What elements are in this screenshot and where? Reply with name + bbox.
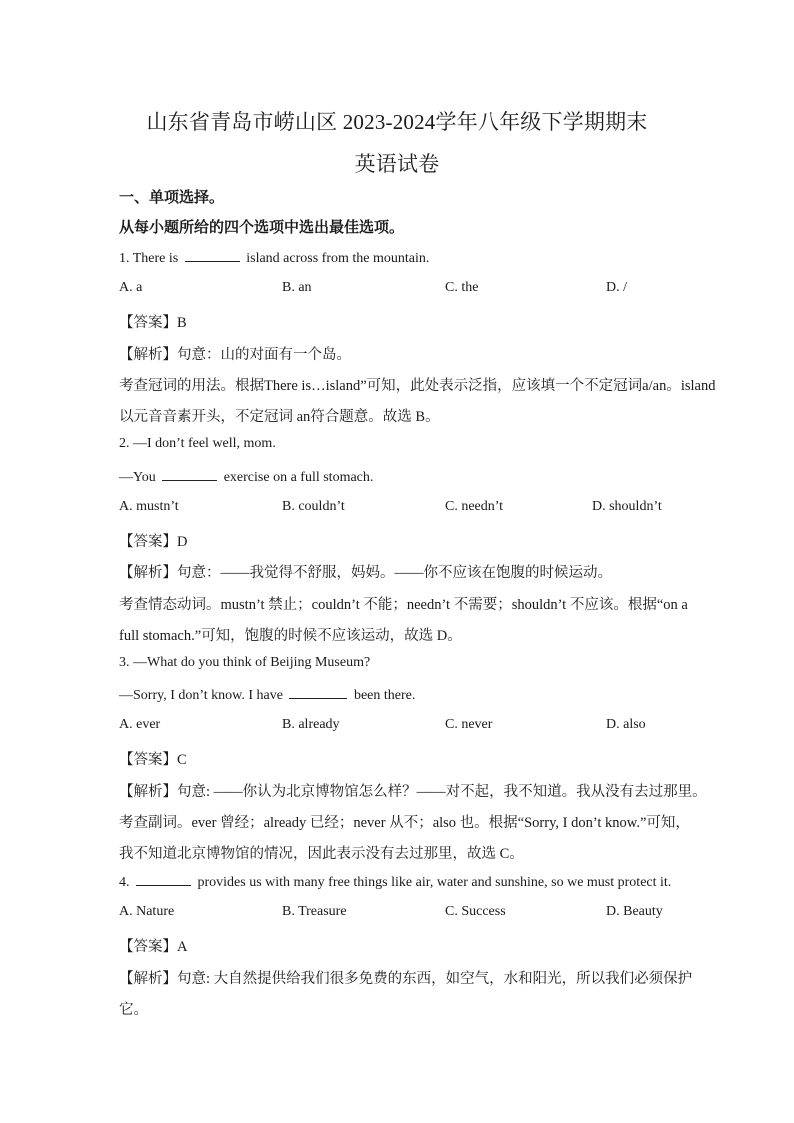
- section-heading: 一、单项选择。: [119, 190, 225, 206]
- question-3-answer: 【答案】C: [119, 752, 187, 768]
- question-4-stem-post: provides us with many free things like air, water and sunshine, so we must protect it.: [194, 875, 672, 890]
- question-2-analysis-1: 【解析】句意：——我觉得不舒服，妈妈。——你不应该在饱腹的时候运动。: [119, 565, 612, 581]
- question-1-option-c: C. the: [445, 280, 479, 295]
- question-3-stem-1: 3. —What do you think of Beijing Museum?: [119, 655, 371, 670]
- question-2-option-a: A. mustn’t: [119, 499, 179, 514]
- question-2-stem-2: [119, 468, 373, 486]
- question-2-stem-1: 2. —I don’t feel well, mom.: [119, 436, 276, 451]
- question-3-analysis-2: 考查副词。ever 曾经；already 已经；never 从不；also 也。根据“Sorry, I don’t know.”可知，: [119, 815, 690, 831]
- question-3-analysis-1: 【解析】句意: ——你认为北京博物馆怎么样？——对不起，我不知道。我从没有去过那里。: [119, 784, 707, 800]
- question-1-answer: 【答案】B: [119, 315, 187, 331]
- question-3-option-b: B. already: [282, 717, 340, 732]
- answer-blank: [136, 873, 191, 886]
- question-1-stem-pre: 1. There is: [119, 251, 182, 266]
- question-2-analysis-3: full stomach.”可知，饱腹的时候不应该运动，故选 D。: [119, 628, 462, 644]
- answer-blank: [162, 468, 217, 481]
- question-4-answer: 【答案】A: [119, 939, 188, 955]
- question-3-option-d: D. also: [606, 717, 646, 732]
- question-1-option-b: B. an: [282, 280, 312, 295]
- question-1-analysis-3: 以元音音素开头，不定冠词 an符合题意。故选 B。: [119, 409, 440, 425]
- question-3-option-a: A. ever: [119, 717, 161, 732]
- section-instruction: 从每小题所给的四个选项中选出最佳选项。: [119, 220, 405, 236]
- question-1-analysis-1: 【解析】句意：山的对面有一个岛。: [119, 347, 351, 363]
- question-4-option-c: C. Success: [445, 904, 506, 919]
- question-2-option-b: B. couldn’t: [282, 499, 345, 514]
- question-4-option-a: A. Nature: [119, 904, 175, 919]
- document-subtitle: 英语试卷: [354, 152, 440, 176]
- question-2-answer: 【答案】D: [119, 534, 188, 550]
- question-4-option-b: B. Treasure: [282, 904, 347, 919]
- question-3-stem-2: [119, 686, 415, 704]
- question-2-option-d: D. shouldn’t: [592, 499, 662, 514]
- question-4-stem: [119, 873, 671, 891]
- question-1-analysis-2: 考查冠词的用法。根据There is…island”可知，此处表示泛指，应该填一个不定冠词a/an。island: [119, 378, 716, 394]
- document-title: 山东省青岛市崂山区 2023-2024学年八年级下学期期末: [146, 110, 648, 134]
- question-3-stem-post: been there.: [350, 688, 416, 703]
- question-1-option-a: A. a: [119, 280, 143, 295]
- question-3-option-c: C. never: [445, 717, 493, 732]
- question-4-option-d: D. Beauty: [606, 904, 663, 919]
- question-2-analysis-2: 考查情态动词。mustn’t 禁止；couldn’t 不能；needn’t 不需要；shouldn’t 不应该。根据“on a: [119, 597, 688, 613]
- question-4-analysis-2: 它。: [119, 1002, 148, 1018]
- question-2-stem-post: exercise on a full stomach.: [220, 470, 374, 485]
- question-3-stem-pre: —Sorry, I don’t know. I have: [119, 688, 287, 703]
- question-4-analysis-1: 【解析】句意: 大自然提供给我们很多免费的东西，如空气，水和阳光，所以我们必须保护: [119, 971, 693, 987]
- question-2-option-c: C. needn’t: [445, 499, 504, 514]
- question-3-analysis-3: 我不知道北京博物馆的情况，因此表示没有去过那里，故选 C。: [119, 846, 524, 862]
- question-4-stem-pre: 4.: [119, 875, 133, 890]
- question-1-option-d: D. /: [606, 280, 627, 295]
- question-1-stem-post: island across from the mountain.: [242, 251, 430, 266]
- question-2-stem-pre: —You: [119, 470, 160, 485]
- answer-blank: [185, 249, 240, 262]
- question-1-stem: [119, 249, 429, 267]
- answer-blank: [289, 686, 347, 699]
